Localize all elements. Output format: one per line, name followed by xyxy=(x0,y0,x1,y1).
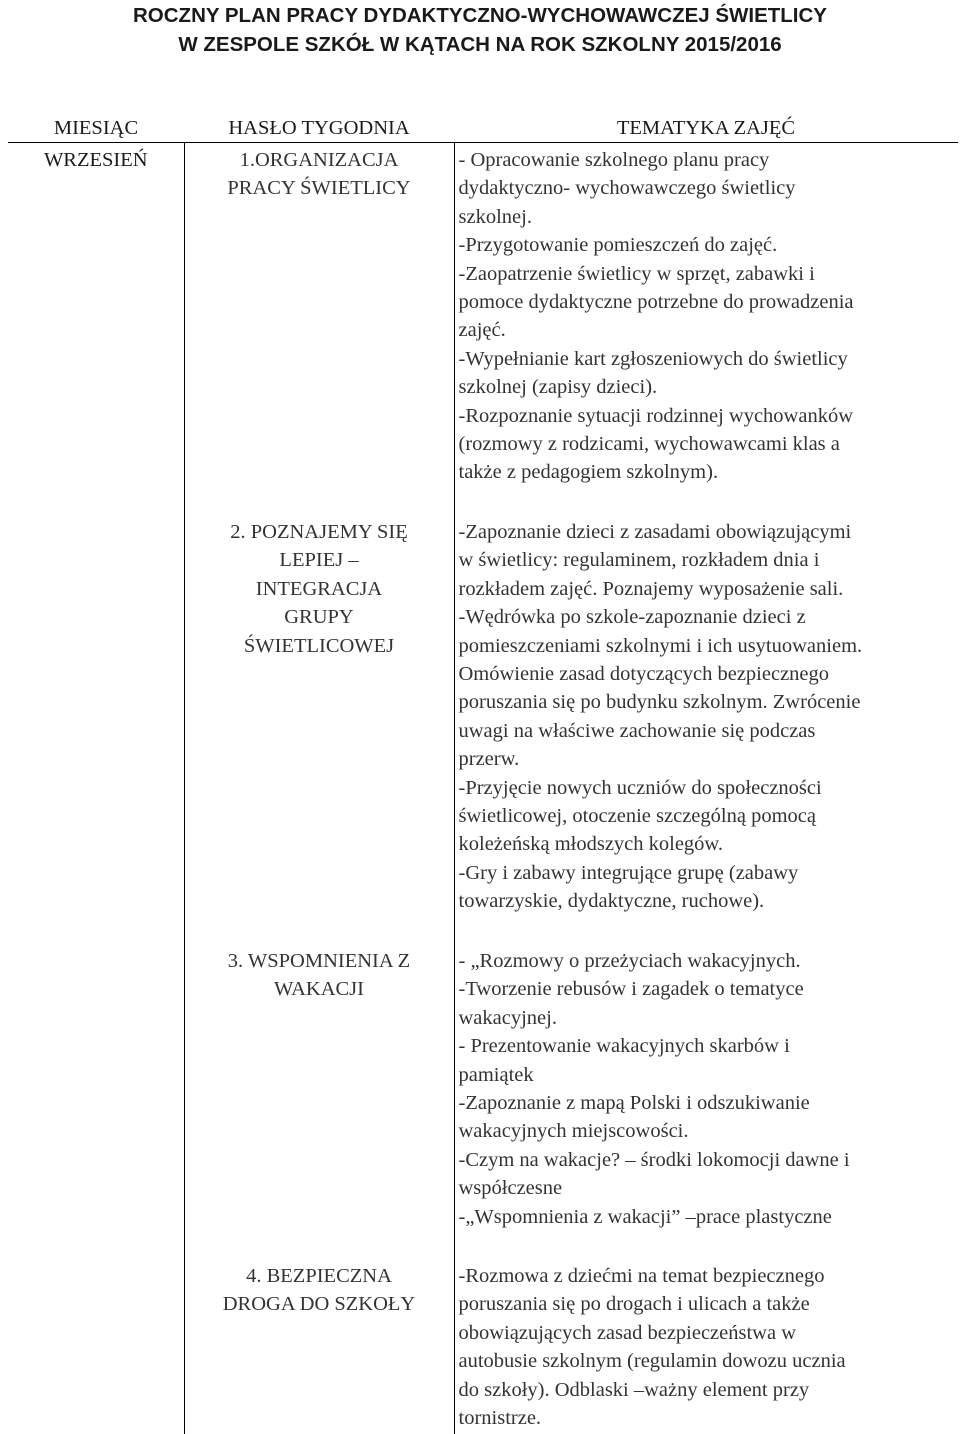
topic-line: do szkoły). Odblaski –ważny element przy xyxy=(459,1376,959,1404)
topic-line: szkolnej. xyxy=(459,203,959,231)
topics-cell xyxy=(454,143,958,1434)
week-slogan-line: 2. POZNAJEMY SIĘ xyxy=(185,518,454,546)
week-slogan-line: GRUPY xyxy=(185,603,454,631)
week-3-slogan xyxy=(185,944,454,1231)
topic-line: dydaktyczno- wychowawczego świetlicy xyxy=(459,174,959,202)
week-1-topics xyxy=(459,143,959,487)
topic-line: poruszania się po drogach i ulicach a także xyxy=(459,1290,959,1318)
topic-line: -Rozpoznanie sytuacji rodzinnej wychowanków xyxy=(459,402,959,430)
topic-line: przerw. xyxy=(459,745,959,773)
topic-line: koleżeńską młodszych kolegów. xyxy=(459,830,959,858)
title-line-2: W ZESPOLE SZKÓŁ W KĄTACH NA ROK SZKOLNY 2015/2016 xyxy=(0,30,960,59)
month-cell xyxy=(8,143,184,1434)
week-2-slogan xyxy=(185,515,454,916)
topic-line: uwagi na właściwe zachowanie się podczas xyxy=(459,717,959,745)
topic-line: - „Rozmowy o przeżyciach wakacyjnych. xyxy=(459,947,959,975)
week-4-topics xyxy=(459,1259,959,1434)
topic-line: -Gry i zabawy integrujące grupę (zabawy xyxy=(459,859,959,887)
week-1-slogan xyxy=(185,143,454,487)
header-week-slogan: HASŁO TYGODNIA xyxy=(184,114,454,143)
topic-line: Omówienie zasad dotyczących bezpiecznego xyxy=(459,660,959,688)
week-4-slogan xyxy=(185,1259,454,1434)
topic-line: -Zaopatrzenie świetlicy w sprzęt, zabawki i xyxy=(459,260,959,288)
topic-line: -Wypełnianie kart zgłoszeniowych do świetlicy xyxy=(459,345,959,373)
topic-line: -Wędrówka po szkole-zapoznanie dzieci z xyxy=(459,603,959,631)
topic-line: szkolnej (zapisy dzieci). xyxy=(459,373,959,401)
topic-line: w świetlicy: regulaminem, rozkładem dnia i xyxy=(459,546,959,574)
topic-line: pomieszczeniami szkolnymi i ich usytuowaniem. xyxy=(459,632,959,660)
table-row xyxy=(8,143,958,1434)
week-slogan-line: DROGA DO SZKOŁY xyxy=(185,1290,454,1318)
topic-line: -„Wspomnienia z wakacji” –prace plastyczne xyxy=(459,1203,959,1231)
topic-line: - Prezentowanie wakacyjnych skarbów i xyxy=(459,1032,959,1060)
week-slogan-line: ŚWIETLICOWEJ xyxy=(185,632,454,660)
topic-line: -Zapoznanie z mapą Polski i odszukiwanie xyxy=(459,1089,959,1117)
topic-line: pamiątek xyxy=(459,1061,959,1089)
week-slogan-line: PRACY ŚWIETLICY xyxy=(185,174,454,202)
topic-line: zajęć. xyxy=(459,316,959,344)
topic-line: rozkładem zajęć. Poznajemy wyposażenie sali. xyxy=(459,575,959,603)
topic-line: tornistrze. xyxy=(459,1404,959,1432)
topic-line: -Przyjęcie nowych uczniów do społeczności xyxy=(459,774,959,802)
topic-line: -Czym na wakacje? – środki lokomocji dawne i xyxy=(459,1146,959,1174)
topic-line: obowiązujących zasad bezpieczeństwa w xyxy=(459,1319,959,1347)
topic-line: -Przygotowanie pomieszczeń do zajęć. xyxy=(459,231,959,259)
topic-line: -Zapoznanie dzieci z zasadami obowiązującymi xyxy=(459,518,959,546)
header-topics: TEMATYKA ZAJĘĆ xyxy=(454,114,958,143)
topic-line: - Opracowanie szkolnego planu pracy xyxy=(459,146,959,174)
week-slogan-line: INTEGRACJA xyxy=(185,575,454,603)
topic-line: -Rozmowa z dziećmi na temat bezpiecznego xyxy=(459,1262,959,1290)
topic-line: współczesne xyxy=(459,1174,959,1202)
week-slogan-line: LEPIEJ – xyxy=(185,546,454,574)
topic-line: także z pedagogiem szkolnym). xyxy=(459,458,959,486)
topic-line: wakacyjnych miejscowości. xyxy=(459,1117,959,1145)
week-slogan-line: 4. BEZPIECZNA xyxy=(185,1262,454,1290)
plan-table xyxy=(8,114,958,1434)
topic-line: towarzyskie, dydaktyczne, ruchowe). xyxy=(459,887,959,915)
week-slogans-cell xyxy=(184,143,454,1434)
month-label: WRZESIEŃ xyxy=(44,149,148,171)
topic-line: poruszania się po budynku szkolnym. Zwrócenie xyxy=(459,688,959,716)
topic-line: świetlicowej, otoczenie szczególną pomocą xyxy=(459,802,959,830)
week-slogan-line: 3. WSPOMNIENIA Z xyxy=(185,947,454,975)
week-3-topics xyxy=(459,944,959,1231)
topic-line: pomoce dydaktyczne potrzebne do prowadzenia xyxy=(459,288,959,316)
topic-line: autobusie szkolnym (regulamin dowozu ucznia xyxy=(459,1347,959,1375)
document-title xyxy=(0,0,960,59)
week-slogan-line: WAKACJI xyxy=(185,975,454,1003)
week-2-topics xyxy=(459,515,959,916)
topic-line: (rozmowy z rodzicami, wychowawcami klas a xyxy=(459,430,959,458)
table-header-row xyxy=(8,114,958,143)
topic-line: wakacyjnej. xyxy=(459,1004,959,1032)
topic-line: -Tworzenie rebusów i zagadek o tematyce xyxy=(459,975,959,1003)
header-month: MIESIĄC xyxy=(8,114,184,143)
week-slogan-line: 1.ORGANIZACJA xyxy=(185,146,454,174)
title-line-1: ROCZNY PLAN PRACY DYDAKTYCZNO-WYCHOWAWCZEJ ŚWIETLICY xyxy=(0,1,960,30)
